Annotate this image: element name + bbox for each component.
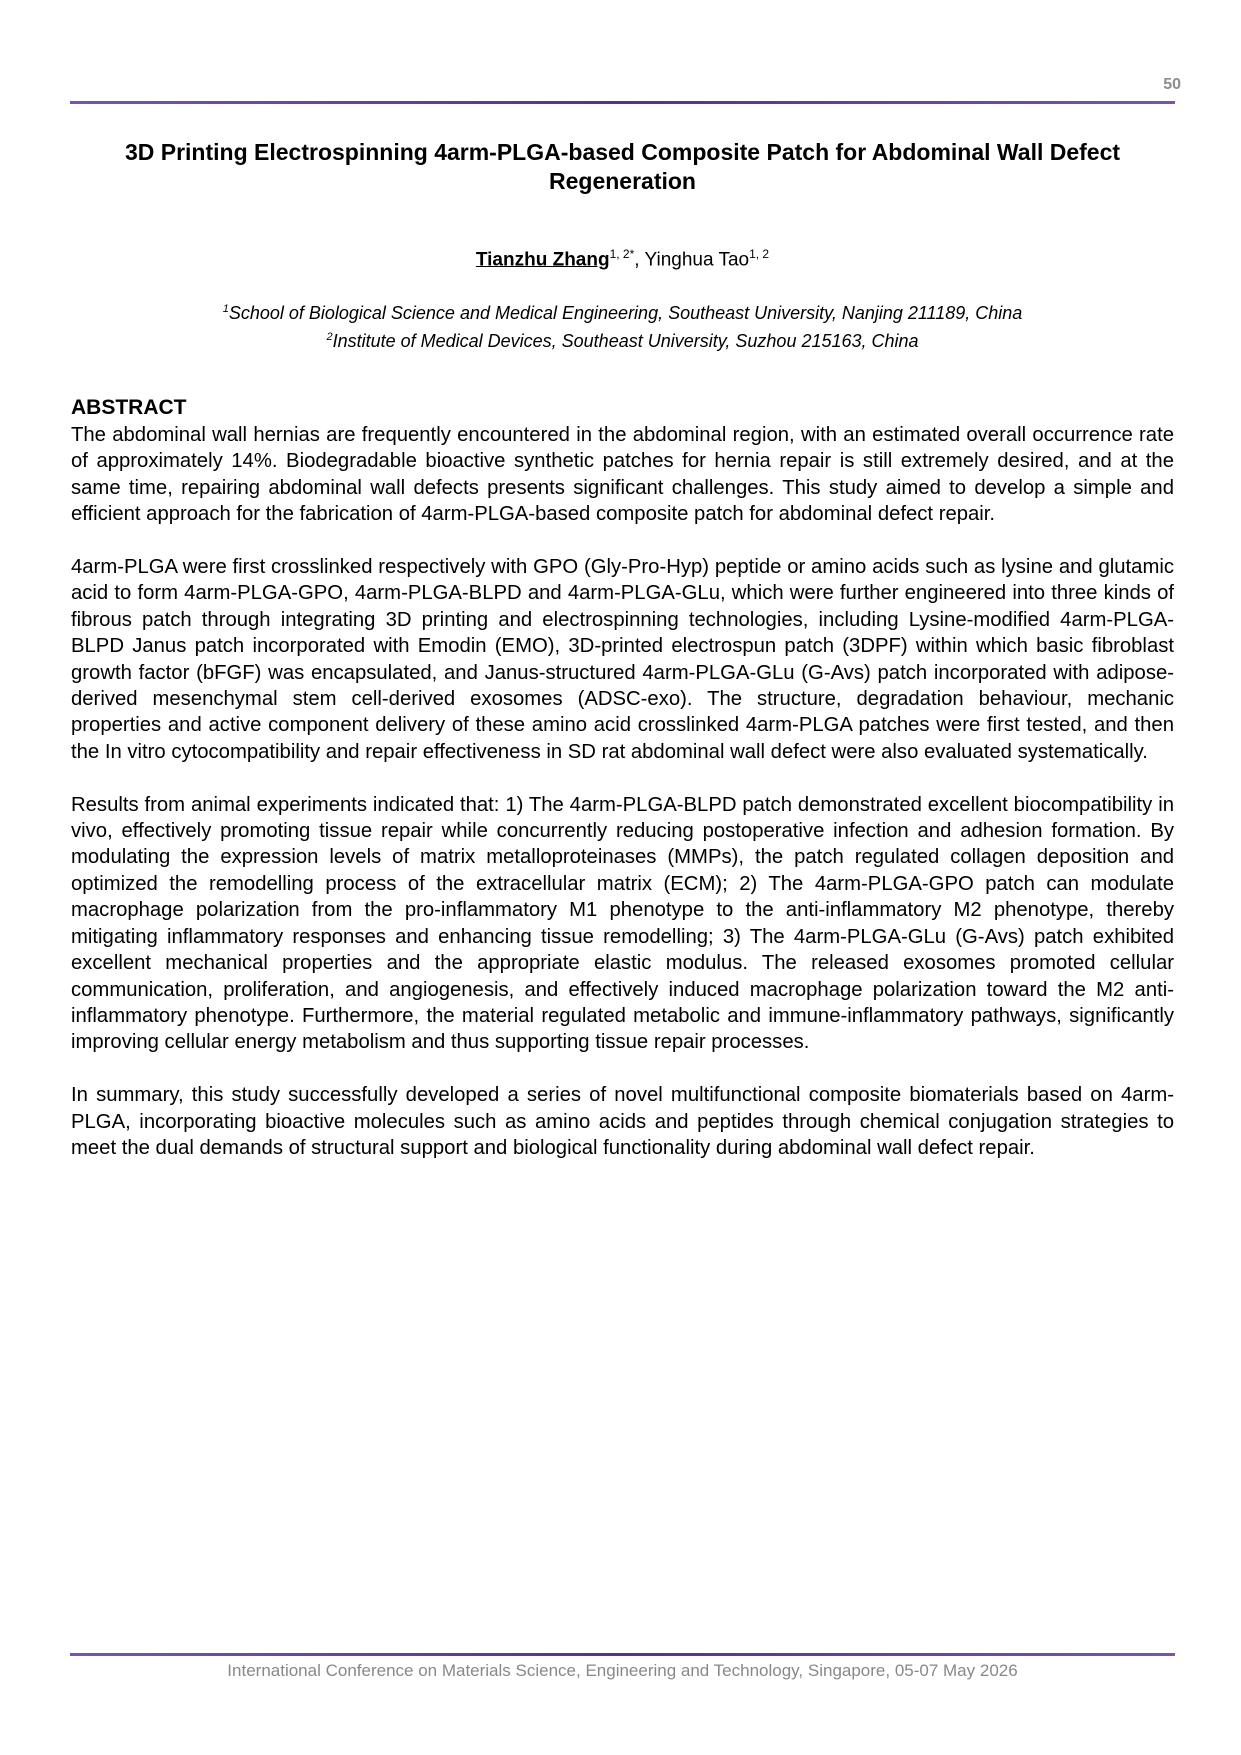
affiliation-marker: 1 <box>222 303 229 315</box>
abstract-paragraph: Results from animal experiments indicated that: 1) The 4arm-PLGA-BLPD patch demonstrated excellent biocompatibility in vivo, effectively promoting tissue repair while concurrently reducing postoperative infection and adhesion formation. By modulating the expression levels of matrix metalloproteinases (MMPs), the patch regulated collagen deposition and optimized the remodelling process of the extracellular matrix (ECM); 2) The 4arm-PLGA-GPO patch can modulate macrophage polarization from the pro-inflammatory M1 phenotype to the anti-inflammatory M2 phenotype, thereby mitigating inflammatory responses and enhancing tissue remodelling; 3) The 4arm-PLGA-GLu (G-Avs) patch exhibited excellent mechanical properties and the appropriate elastic modulus. The released exosomes promoted cellular communication, proliferation, and angiogenesis, and effectively induced macrophage polarization toward the M2 anti-inflammatory phenotype. Furthermore, the material regulated metabolic and immune-inflammatory pathways, significantly improving cellular energy metabolism and thus supporting tissue repair processes. <box>71 793 1174 1054</box>
affiliation-marker: 2 <box>326 331 333 343</box>
abstract-body <box>71 422 1174 1188</box>
affiliation-text: Institute of Medical Devices, Southeast University, Suzhou 215163, China <box>332 331 919 351</box>
conference-footer: International Conference on Materials Science, Engineering and Technology, Singapore, 05-07 May 2026 <box>227 1661 1018 1680</box>
abstract-paragraph: 4arm-PLGA were first crosslinked respectively with GPO (Gly-Pro-Hyp) peptide or amino acids such as lysine and glutamic acid to form 4arm-PLGA-GPO, 4arm-PLGA-BLPD and 4arm-PLGA-GLu, which were further engineered into three kinds of fibrous patch through integrating 3D printing and electrospinning technologies, including Lysine-modified 4arm-PLGA-BLPD Janus patch incorporated with Emodin (EMO), 3D-printed electrospun patch (3DPF) within which basic fibroblast growth factor (bFGF) was encapsulated, and Janus-structured 4arm-PLGA-GLu (G-Avs) patch incorporated with adipose-derived mesenchymal stem cell-derived exosomes (ADSC-exo). The structure, degradation behaviour, mechanic properties and active component delivery of these amino acid crosslinked 4arm-PLGA patches were first tested, and then the In vitro cytocompatibility and repair effectiveness in SD rat abdominal wall defect were also evaluated systematically. <box>71 556 1174 763</box>
author-name: Tianzhu Zhang <box>475 249 610 271</box>
footer-rule <box>70 1653 1175 1656</box>
abstract-paragraph: In summary, this study successfully developed a series of novel multifunctional composite biomaterials based on 4arm-PLGA, incorporating bioactive molecules such as amino acids and peptides through chemical conjugation strategies to meet the dual demands of structural support and biological functionality during abdominal wall defect repair. <box>71 1084 1174 1159</box>
affiliation-list <box>70 297 1175 353</box>
abstract-heading: ABSTRACT <box>71 396 187 419</box>
affiliation-text: School of Biological Science and Medical Engineering, Southeast University, Nanjing 211189, China <box>228 303 1023 323</box>
page-number: 50 <box>1163 76 1181 93</box>
author-separator: , <box>634 249 645 271</box>
author-affiliation-marker: 1, 2* <box>609 247 635 261</box>
paper-title: 3D Printing Electrospinning 4arm-PLGA-based Composite Patch for Abdominal Wall Defect Regeneration <box>124 139 1121 194</box>
author-name: Yinghua Tao <box>644 249 750 271</box>
author-affiliation-marker: 1, 2 <box>749 247 770 261</box>
affiliation <box>70 325 1175 353</box>
affiliation <box>70 297 1175 325</box>
abstract-paragraph: The abdominal wall hernias are frequently encountered in the abdominal region, with an estimated overall occurrence rate of approximately 14%. Biodegradable bioactive synthetic patches for hernia repair is still extremely desired, and at the same time, repairing abdominal wall defects presents significant challenges. This study aimed to develop a simple and efficient approach for the fabrication of 4arm-PLGA-based composite patch for abdominal defect repair. <box>71 424 1174 526</box>
header-rule <box>70 101 1175 104</box>
author-list <box>70 247 1175 271</box>
